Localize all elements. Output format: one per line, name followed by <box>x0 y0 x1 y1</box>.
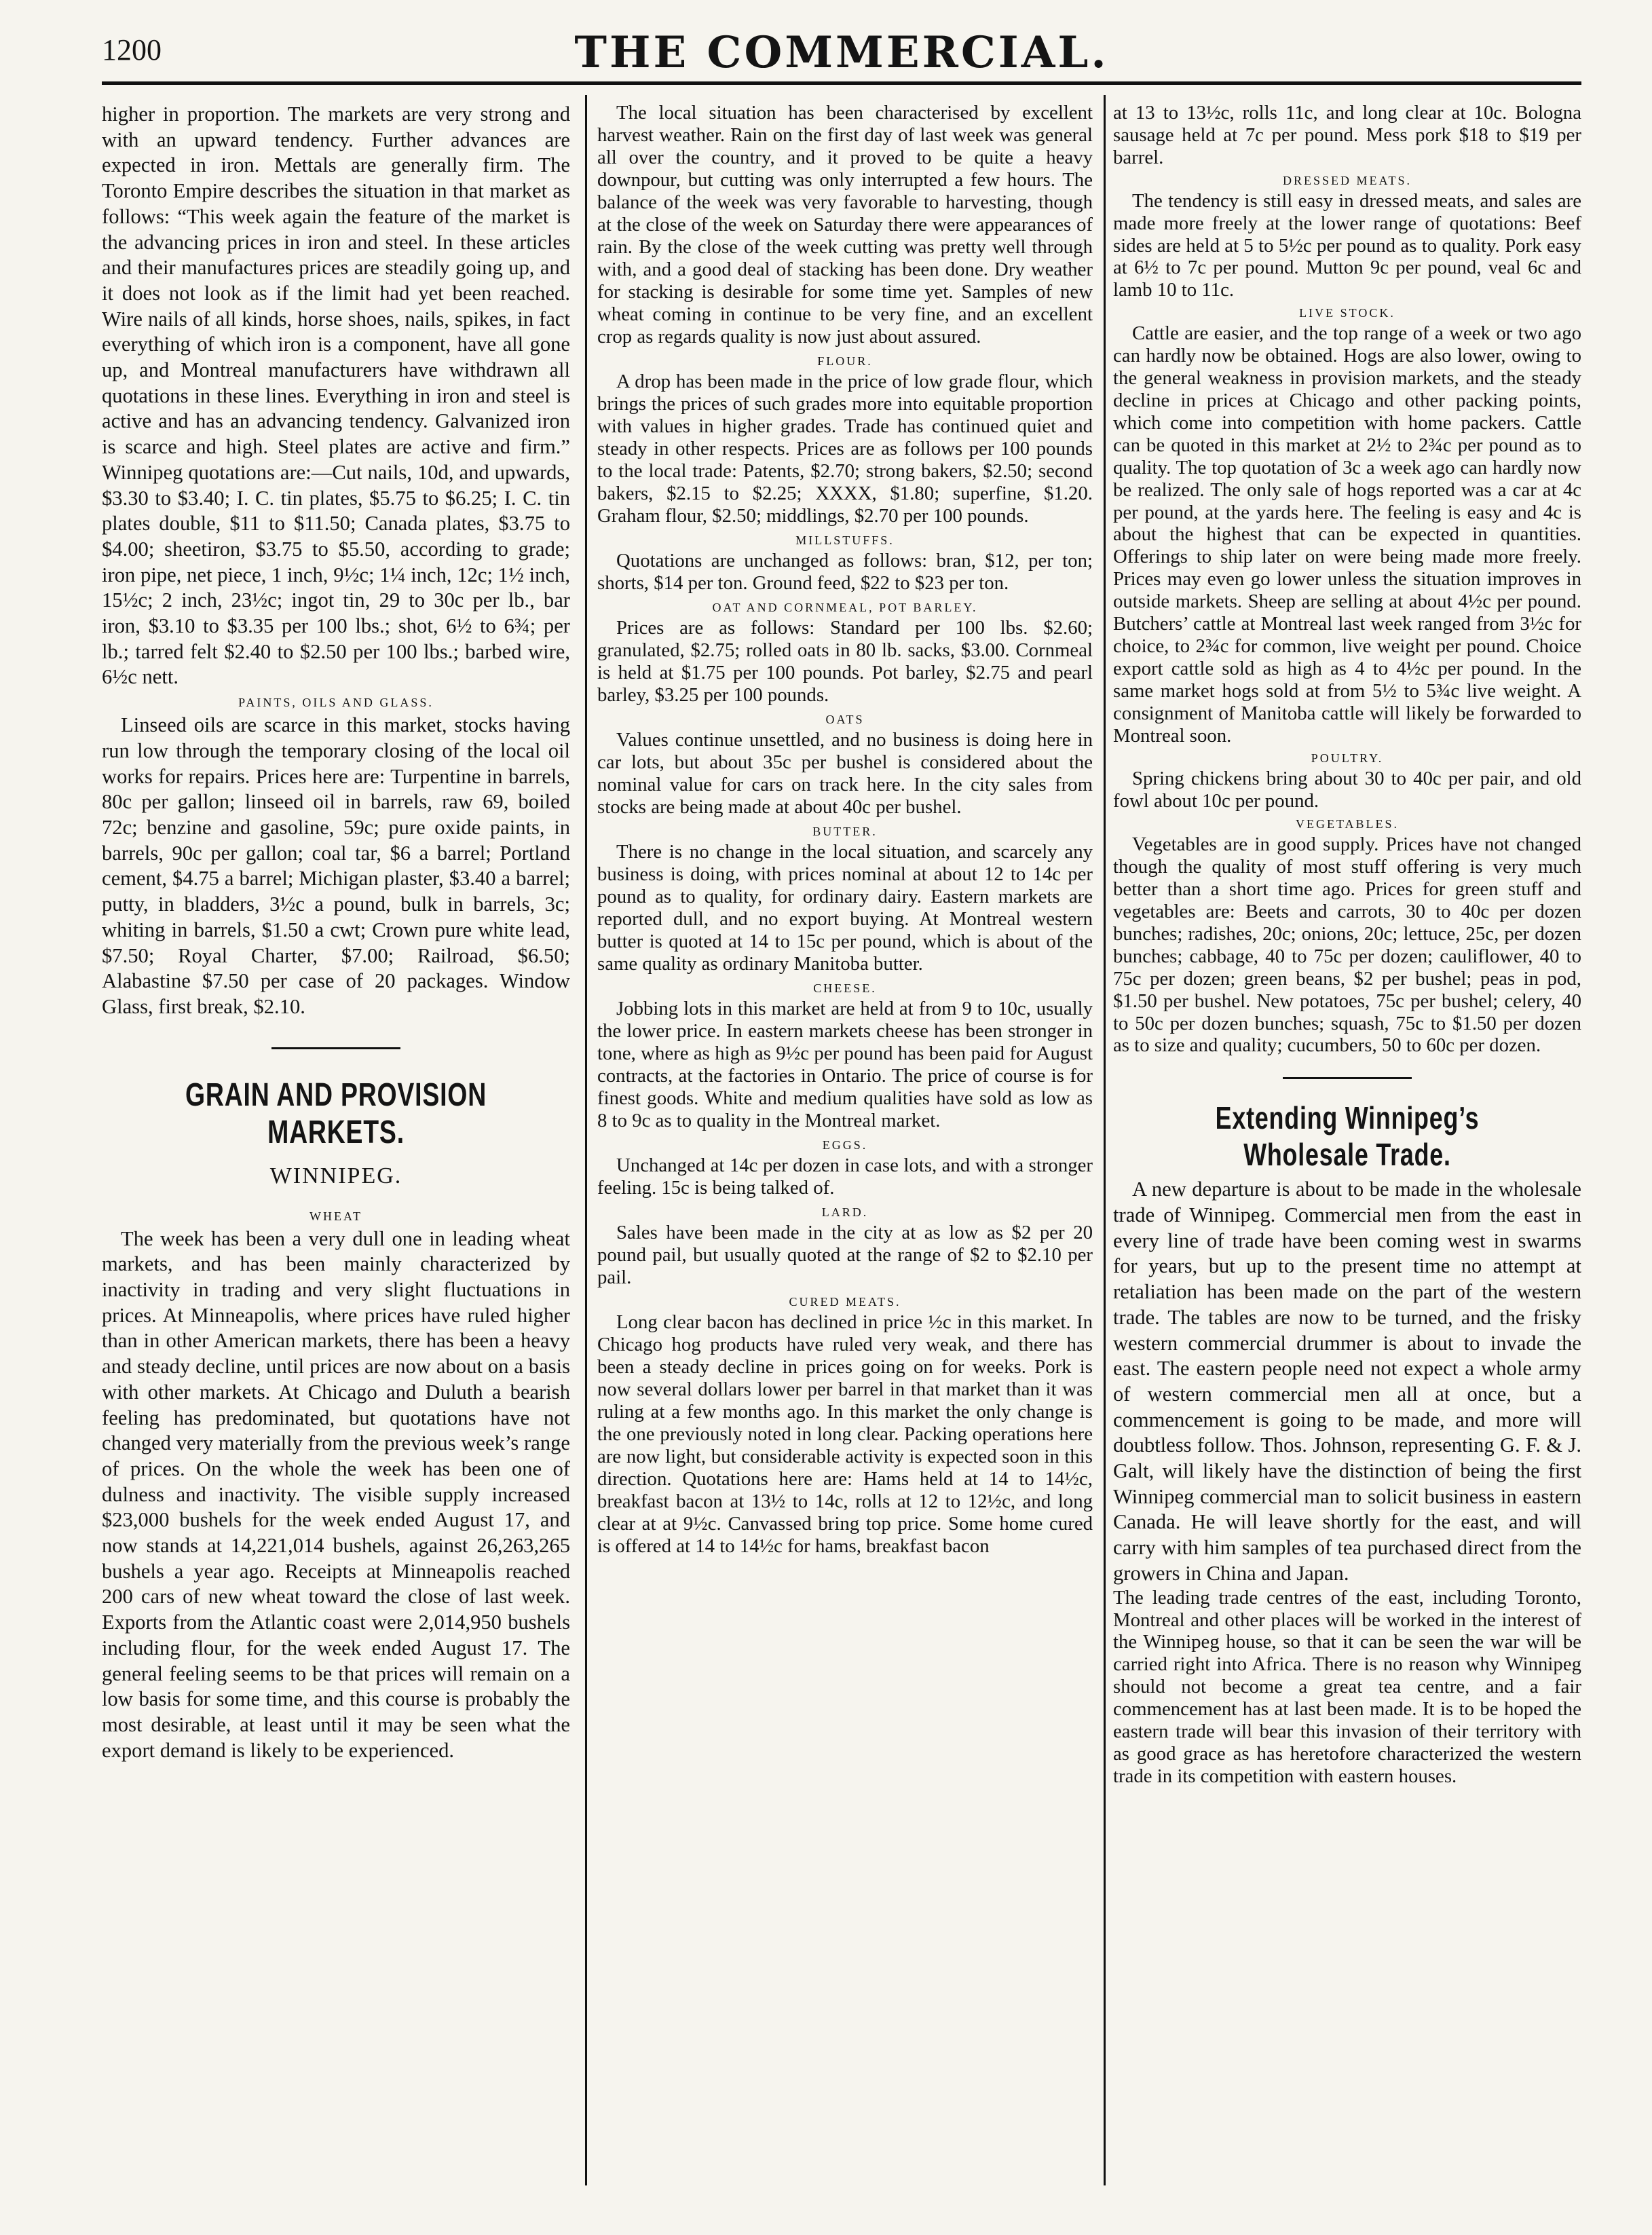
column-2 <box>597 102 1093 1558</box>
column-1 <box>102 102 570 1763</box>
section-subhead: CURED MEATS. <box>789 1295 901 1309</box>
section-subhead: FLOUR. <box>817 354 873 368</box>
column-divider <box>585 95 587 2185</box>
section-subhead: WHEAT <box>309 1209 362 1223</box>
page-number: 1200 <box>102 33 162 67</box>
section-subhead: POULTRY. <box>1311 751 1384 766</box>
section-subhead: EGGS. <box>822 1138 868 1152</box>
article-paragraph: The week has been a very dull one in leading wheat markets, and has been mainly characterized by inactivity in trading and very slight fluctuations in prices. At Minneapolis, where prices have ruled higher than in other American markets, there has been a heavy and steady decline, until prices are now about on a basis with other markets. At Chicago and Duluth a bearish feeling has predominated, but quotations have not changed very materially from the previous week’s range of prices. On the whole the week has been one of dulness and inactivity. The visible supply increased $23,000 bushels for the week ended August 17, and now stands at 14,221,014 bushels, against 26,263,265 bushels a year ago. Receipts at Minneapolis reached 200 cars of new wheat toward the close of last week. Exports from the Atlantic coast were 2,014,950 bushels including flour, for the week ended August 17. The general feeling seems to be that prices will remain on a low basis for some time, and this course is probably the most desirable, at least until it may be seen what the export demand is likely to be experienced. <box>102 1226 570 1762</box>
header-rule <box>102 81 1581 85</box>
article-paragraph: Linseed oils are scarce in this market, stocks having run low through the temporary closing of the local oil works for repairs. Prices here are: Turpentine in barrels, 80c per gallon; linseed oil in barrels, raw 69, boiled 72c; benzine and gasoline, 59c; pure oxide paints, in barrels, 90c per gallon; coal tar, $6 a barrel; Portland cement, $4.75 a barrel; Michigan plaster, $3.40 a barrel; putty, in bladders, 3½c a pound, bulk in barrels, 3c; whiting in barrels, $1.50 a cwt; Crown pure white lead, $7.50; Royal Charter, $7.00; Railroad, $6.50; Alabastine $7.50 per case of 20 packages. Window Glass, first break, $2.10. <box>102 713 570 1018</box>
masthead-title: THE COMMERCIAL. <box>574 27 1109 78</box>
section-separator <box>1283 1077 1412 1079</box>
article-paragraph: A drop has been made in the price of low grade flour, which brings the prices of such grades more into equitable proportion with values in higher grades. Trade has continued quiet and steady in other respects. Prices are as follows per 100 pounds to the local trade: Patents, $2.70; strong bakers, $2.50; second bakers, $2.15 to $2.25; XXXX, $1.80; superfine, $1.20. Graham flour, $2.50; middlings, $2.70 per 100 pounds. <box>597 371 1093 527</box>
section-subhead: DRESSED MEATS. <box>1282 173 1412 187</box>
section-subhead: BUTTER. <box>812 825 878 838</box>
article-paragraph: Jobbing lots in this market are held at from 9 to 10c, usually the lower price. In eastern markets cheese has been stronger in tone, where as high as 9½c per pound has been paid for August contracts, at the factories in Ontario. The price of course is for finest goods. White and medium qualities have sold as low as 8 to 9c as to quality in the Montreal market. <box>597 998 1093 1131</box>
article-headline: Extending Winnipeg’s Wholesale Trade. <box>1215 1100 1480 1173</box>
article-paragraph: Quotations are unchanged as follows: bran, $12, per ton; shorts, $14 per ton. Ground feed, $22 to $23 per ton. <box>597 550 1093 594</box>
article-paragraph: There is no change in the local situation, and scarcely any business is doing, with prices nominal at about 12 to 14c per pound as to quality, for ordinary dairy. Eastern markets are reported dull, and no export buying. At Montreal western butter is quoted at 14 to 15c per pound, which is about of the same quality as ordinary Manitoba butter. <box>597 841 1093 975</box>
article-paragraph: Spring chickens bring about 30 to 40c per pair, and old fowl about 10c per pound. <box>1113 768 1581 812</box>
article-paragraph: higher in proportion. The markets are very strong and with an upward tendency. Further advances are expected in iron. Mettals are generally firm. The Toronto Empire describes the situation in that market as follows: “This week again the feature of the market is the advancing prices in iron and steel. In these articles and their manufactures prices are steadily going up, and it does not look as if the limit had yet been reached. Wire nails of all kinds, horse shoes, nails, spikes, in fact everything of which iron is a component, have all gone up, and Montreal manufacturers have withdrawn all quotations in these lines. Everything in iron and steel is active and has an advancing tendency. Galvanized iron is scarce and high. Steel plates are active and firm.” Winnipeg quotations are:—Cut nails, 10d, and upwards, $3.30 to $3.40; I. C. tin plates, $5.75 to $6.25; I. C. tin plates double, $11 to $11.50; Canada plates, $3.75 to $4.00; sheetiron, $3.75 to $5.50, according to grade; iron pipe, net piece, 1 inch, 9½c; 1¼ inch, 12c; 1½ inch, 15½c; 2 inch, 23½c; ingot tin, 29 to 30c per lb., bar iron, $3.10 to $3.35 per 100 lbs.; shot, 6½ to 6¾; per lb.; tarred felt $2.40 to $2.50 per 100 lbs.; barbed wire, 6½c nett. <box>102 102 570 689</box>
article-paragraph: Vegetables are in good supply. Prices have not changed though the quality of most stuff offering is very much better than a short time ago. Prices for green stuff and vegetables are: Beets and carrots, 30 to 40c per dozen bunches; radishes, 20c; onions, 20c; lettuce, 25c, per dozen bunches; cabbage, 40 to 75c per dozen; cauliflower, 40 to 75c per dozen; green beans, $2 per bushel; peas in pod, $1.50 per bushel. New potatoes, 75c per bushel; celery, 40 to 50c per dozen bunches; squash, 75c to $1.50 per dozen as to size and quality; cucumbers, 50 to 60c per dozen. <box>1113 833 1581 1057</box>
article-paragraph: Values continue unsettled, and no business is doing here in car lots, but about 35c per bushel is considered about the nominal value for cars on track here. In the city sales from stocks are being made at about 40c per bushel. <box>597 729 1093 818</box>
section-subhead: OATS <box>825 713 865 726</box>
section-subhead: LIVE STOCK. <box>1299 306 1395 320</box>
column-divider <box>1104 95 1106 2185</box>
section-subhead: VEGETABLES. <box>1295 817 1400 831</box>
article-paragraph: The local situation has been characterised by excellent harvest weather. Rain on the first day of last week was general all over the country, and it proved to be quite a heavy downpour, but cutting was only interrupted a few hours. The balance of the week was very favorable to harvesting, though at the close of the week on Saturday there were appearances of rain. By the close of the week cutting was pretty well through with, and a good deal of stacking has been done. Dry weather for stacking is desirable for some time yet. Samples of new wheat coming in continue to be very fine, and an excellent crop as regards quality is now just about assured. <box>597 102 1093 348</box>
article-paragraph: Sales have been made in the city at as low as $2 per 20 pound pail, but usually quoted at the range of $2 to $2.10 per pail. <box>597 1222 1093 1288</box>
section-subhead: LARD. <box>821 1205 869 1219</box>
article-paragraph: Long clear bacon has declined in price ½c in this market. In Chicago hog products have ruled very weak, and there has been a steady decline in prices going on for weeks. Pork is now several dollars lower per barrel in that market than it was ruling at a few months ago. In this market the only change is the one previously noted in long clear. Packing operations here are now light, but considerable activity is expected soon in this direction. Quotations here are: Hams held at 14 to 14½c, breakfast bacon at 13½ to 14c, rolls at 12 to 12½c, and long clear at at 9½c. Canvassed bring top price. Some home cured is offered at 14 to 14½c for hams, breakfast bacon <box>597 1311 1093 1557</box>
column-3 <box>1113 102 1581 1788</box>
section-headline: GRAIN AND PROVISION MARKETS. <box>185 1076 487 1150</box>
article-paragraph: Prices are as follows: Standard per 100 lbs. $2.60; granulated, $2.75; rolled oats in 80 lb. sacks, $3.00. Cornmeal is held at $1.75 per 100 pounds. Pot barley, $2.75 and pearl barley, $3.25 per 100 pounds. <box>597 617 1093 706</box>
article-paragraph: The leading trade centres of the east, including Toronto, Montreal and other places will be worked in the interest of the Winnipeg house, so that it can be seen the war will be carried right into Africa. There is no reason why Winnipeg should not become a great tea centre, and a fair commencement has at last been made. It is to be hoped the eastern trade will bear this invasion of their territory with as good grace as has heretofore characterized the western trade in its competition with eastern houses. <box>1113 1586 1581 1787</box>
city-heading: WINNIPEG. <box>269 1163 402 1188</box>
article-paragraph: Cattle are easier, and the top range of a week or two ago can hardly now be obtained. Hogs are also lower, owing to the general weakness in provision markets, and the steady decline in prices at Chicago and other packing points, which come into competition with home packers. Cattle can be quoted in this market at 2½ to 2¾c per pound as to quality. The top quotation of 3c a week ago can hardly now be realized. The only sale of hogs reported was a car at 4c per pound, at the yards here. The feeling is easy and 4c is about the highest that can be expected in quantities. Offerings to ship later on were being made more freely. Prices may even go lower unless the situation improves in outside markets. Sheep are selling at about 4½c per pound. Butchers’ cattle at Montreal last week ranged from 3½c for choice, to 2¾c for common, live weight per pound. Choice export cattle sold as high as 4 to 4½c per pound. In the same market hogs sold at from 5½ to 5¾c live weight. A consignment of Manitoba cattle will likely be forwarded to Montreal soon. <box>1113 322 1581 747</box>
article-paragraph: A new departure is about to be made in the wholesale trade of Winnipeg. Commercial men from the east in every line of trade have been coming west in swarms for years, but up to the present time no attempt at retaliation has been made on the part of the western trade. The tables are now to be turned, and the frisky western commercial drummer is about to invade the east. The eastern people need not expect a whole army of western commercial men all at once, but a commencement is going to be made, and more will doubtless follow. Thos. Johnson, representing G. F. & J. Galt, will likely have the distinction of being the first Winnipeg commercial man to solicit business in eastern Canada. He will leave shortly for the east, and will carry with him samples of tea purchased direct from the growers in China and Japan. <box>1113 1178 1581 1585</box>
section-subhead: PAINTS, OILS AND GLASS. <box>238 696 434 710</box>
article-paragraph: The tendency is still easy in dressed meats, and sales are made more freely at the lower range of quotations: Beef sides are held at 5 to 5½c per pound as to quality. Pork easy at 6½ to 7c per pound. Mutton 9c per pound, veal 6c and lamb 10 to 11c. <box>1113 189 1581 301</box>
section-subhead: OAT AND CORNMEAL, POT BARLEY. <box>712 601 978 614</box>
article-paragraph: Unchanged at 14c per dozen in case lots, and with a stronger feeling. 15c is being talked of. <box>597 1154 1093 1199</box>
page-header <box>102 27 1581 81</box>
section-subhead: MILLSTUFFS. <box>795 533 895 547</box>
section-separator <box>271 1047 400 1049</box>
article-paragraph: at 13 to 13½c, rolls 11c, and long clear at 10c. Bologna sausage held at 7c per pound. Mess pork $18 to $19 per barrel. <box>1113 102 1581 168</box>
section-subhead: CHEESE. <box>813 981 877 995</box>
